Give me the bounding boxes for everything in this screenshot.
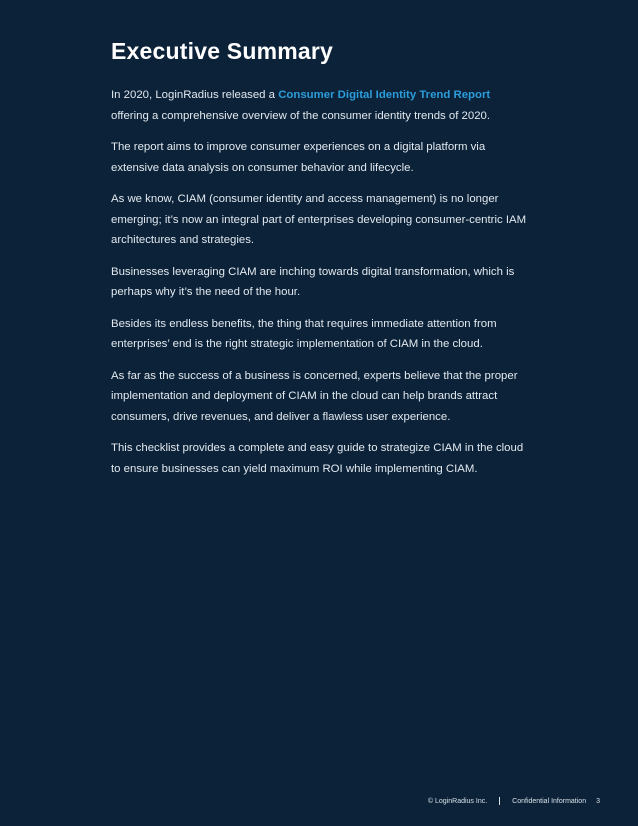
executive-summary-body bbox=[111, 85, 531, 490]
page-title: Executive Summary bbox=[111, 38, 334, 64]
trend-report-link[interactable]: Consumer Digital Identity Trend Report bbox=[278, 89, 491, 101]
paragraph-1-tail: offering a comprehensive overview of the consumer identity trends of 2020. bbox=[111, 109, 491, 122]
footer-confidential: Confidential Information bbox=[512, 797, 587, 805]
paragraph-1 bbox=[111, 85, 531, 126]
footer-divider bbox=[499, 797, 500, 805]
paragraph-5: Besides its endless benefits, the thing that requires immediate attention from enterprises’ end is the right strategic implementation of CIAM in the cloud. bbox=[111, 317, 497, 350]
paragraph-4: Businesses leveraging CIAM are inching towards digital transformation, which is perhaps why it’s the need of the hour. bbox=[111, 265, 515, 298]
page-footer bbox=[428, 797, 600, 805]
footer-copyright: © LoginRadius Inc. bbox=[427, 797, 488, 805]
paragraph-7: This checklist provides a complete and easy guide to strategize CIAM in the cloud to ensure businesses can yield maximum ROI while implementing CIAM. bbox=[111, 442, 524, 475]
paragraph-6: As far as the success of a business is concerned, experts believe that the proper implementation and deployment of CIAM in the cloud can help brands attract consumers, drive revenues, and deliver a flawless user experience. bbox=[111, 369, 518, 423]
paragraph-1-intro: In 2020, LoginRadius released a bbox=[111, 89, 279, 101]
footer-page-number: 3 bbox=[596, 797, 600, 805]
paragraph-3: As we know, CIAM (consumer identity and access management) is no longer emerging; it’s now an integral part of enterprises developing consumer-centric IAM architectures and strategies. bbox=[111, 193, 527, 246]
paragraph-2: The report aims to improve consumer experiences on a digital platform via extensive data analysis on consumer behavior and lifecycle. bbox=[111, 141, 486, 174]
